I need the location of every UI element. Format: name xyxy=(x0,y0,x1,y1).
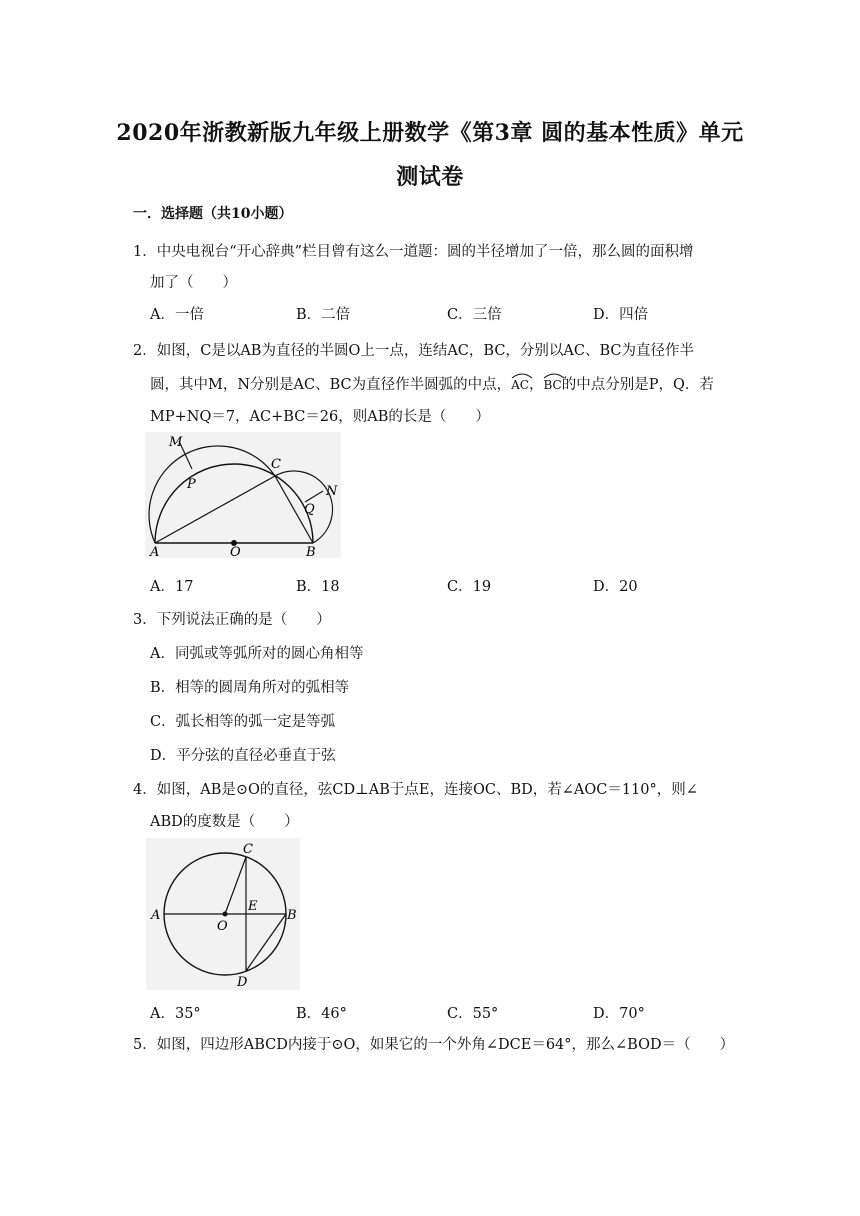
label-p: P xyxy=(187,477,196,492)
q1-option-c: C．三倍 xyxy=(447,307,502,323)
label-a: A xyxy=(150,545,160,558)
q2-arc-bc: BC xyxy=(543,377,561,393)
label-b: B xyxy=(287,908,297,923)
q4-text-line-1: 4．如图，AB是⊙O的直径，弦CD⊥AB于点E，连接OC、BD，若∠AOC＝110°，则∠ xyxy=(133,782,698,798)
page-title-line-2: 测试卷 xyxy=(396,164,464,190)
q1-option-d: D．四倍 xyxy=(593,307,649,323)
q3-option-a: A．同弧或等弧所对的圆心角相等 xyxy=(150,646,364,662)
page-title-line-1: 2020年浙教新版九年级上册数学《第3章 圆的基本性质》单元 xyxy=(116,120,744,146)
q4-option-b: B．46° xyxy=(296,1006,347,1022)
q2-text-line-2b: 的中点分别是P，Q．若 xyxy=(561,377,714,393)
label-e: E xyxy=(248,899,258,914)
label-m: M xyxy=(169,435,183,450)
label-c: C xyxy=(271,457,281,472)
q2-option-d: D．20 xyxy=(593,579,638,595)
label-a: A xyxy=(151,908,161,923)
q4-figure-circle xyxy=(146,838,300,990)
arc-mark-icon xyxy=(543,371,565,379)
label-q: Q xyxy=(304,502,315,517)
q3-option-b: B．相等的圆周角所对的弧相等 xyxy=(150,680,350,696)
q2-text-line-2 xyxy=(150,373,714,394)
label-o: O xyxy=(230,545,241,558)
label-c: C xyxy=(243,842,253,857)
q4-text-line-2: ABD的度数是（ ） xyxy=(150,814,299,830)
q2-option-a: A．17 xyxy=(150,579,194,595)
label-d: D xyxy=(237,975,248,990)
q2-text-line-2a: 圆，其中M，N分别是AC、BC为直径作半圆弧的中点， xyxy=(150,377,512,393)
q2-text-line-1: 2．如图，C是以AB为直径的半圆O上一点，连结AC，BC，分别以AC、BC为直径作半 xyxy=(133,343,695,359)
q2-arc-separator: ， xyxy=(528,377,544,393)
q2-arc-ac: AC xyxy=(511,377,529,393)
q5-text-line-1: 5．如图，四边形ABCD内接于⊙O，如果它的一个外角∠DCE＝64°，那么∠BOD＝（ ） xyxy=(133,1037,735,1053)
q2-figure-semicircles xyxy=(145,432,341,558)
q2-option-b: B．18 xyxy=(296,579,340,595)
q3-option-d: D．平分弦的直径必垂直于弦 xyxy=(150,748,336,764)
q3-text-line-1: 3．下列说法正确的是（ ） xyxy=(133,612,331,628)
q1-option-a: A．一倍 xyxy=(150,307,204,323)
q2-option-c: C．19 xyxy=(447,579,492,595)
q4-option-a: A．35° xyxy=(150,1006,201,1022)
q2-text-line-3: MP+NQ＝7，AC+BC＝26，则AB的长是（ ） xyxy=(150,409,490,425)
arc-mark-icon xyxy=(511,371,533,379)
q4-option-d: D．70° xyxy=(593,1006,645,1022)
label-b: B xyxy=(306,545,316,558)
q4-option-c: C．55° xyxy=(447,1006,499,1022)
q1-option-b: B．二倍 xyxy=(296,307,351,323)
q1-text-line-2: 加了（ ） xyxy=(150,275,237,291)
label-o: O xyxy=(217,919,228,934)
section-heading: 一．选择题（共10小题） xyxy=(133,206,293,222)
q1-text-line-1: 1．中央电视台“开心辞典”栏目曾有这么一道题：圆的半径增加了一倍，那么圆的面积增 xyxy=(133,244,694,260)
q3-option-c: C．弧长相等的弧一定是等弧 xyxy=(150,714,336,730)
label-n: N xyxy=(326,484,338,499)
